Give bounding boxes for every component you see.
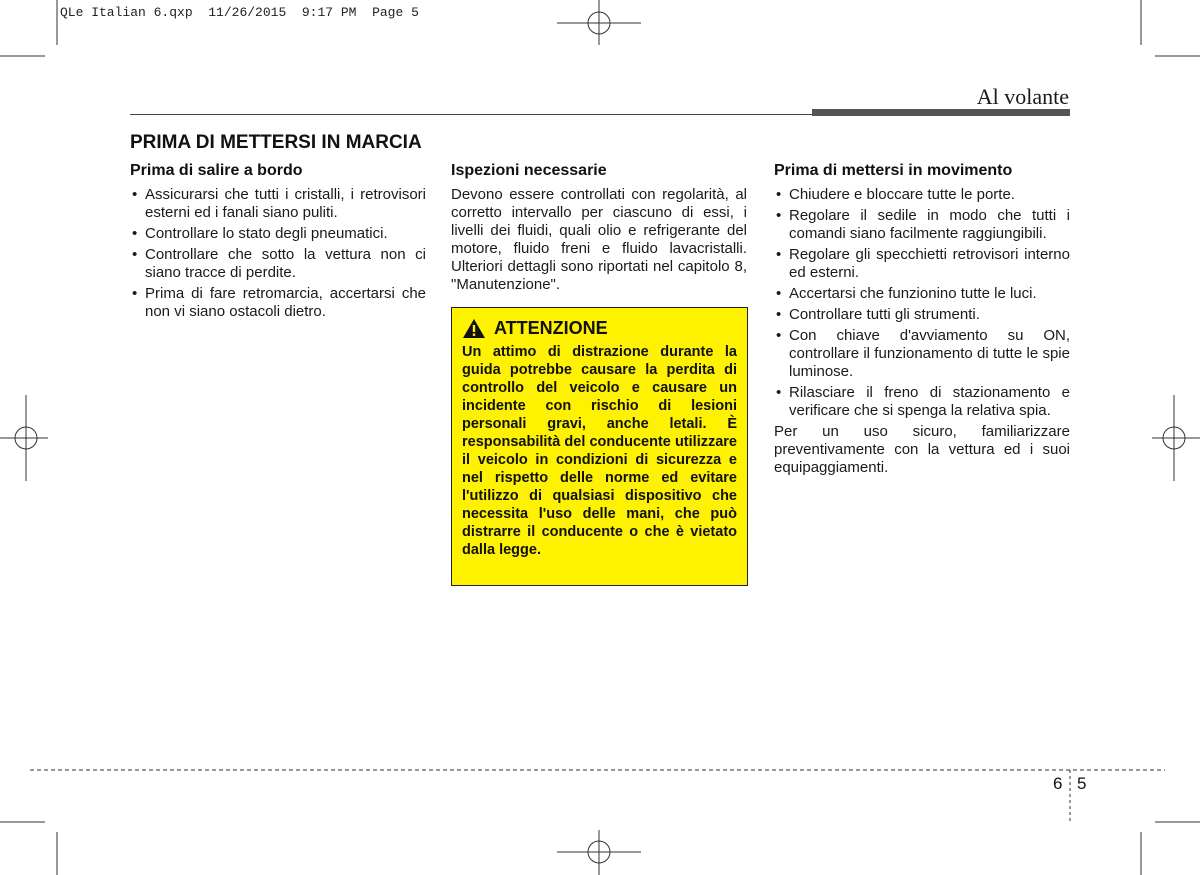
- list-item: • Regolare il sedile in modo che tutti i comandi siano facilmente raggiungibili.: [774, 207, 1070, 243]
- registration-target-bottom: [557, 830, 641, 875]
- slug-filename: QLe Italian 6.qxp: [60, 5, 193, 20]
- section-header: Al volante: [976, 84, 1069, 109]
- warning-title: ATTENZIONE: [494, 318, 608, 338]
- list-item: • Assicurarsi che tutti i cristalli, i retrovisori esterni ed i fanali siano puliti.: [130, 186, 426, 222]
- list-item: • Rilasciare il freno di stazionamento e verificare che si spenga la relativa spia.: [774, 384, 1070, 420]
- warning-header: [462, 318, 737, 339]
- warning-text: Un attimo di distrazione durante la guida potrebbe causare la perdita di controllo del veicolo e causare un incidente con rischio di lesioni personali gravi, anche letali. È responsabilità del conducente utilizzare il veicolo in condizioni di sicurezza e nel rispetto delle norme ed evitare l'utilizzo di qualsiasi dispositivo che necessita l'uso delle mani, che può distrarre il conducente o che è vietato dalla legge.: [462, 344, 737, 558]
- list-item: • Chiudere e bloccare tutte le porte.: [774, 186, 1070, 204]
- list-item: • Controllare lo stato degli pneumatici.: [130, 225, 426, 243]
- list-item: • Con chiave d'avviamento su ON, controllare il funzionamento di tutte le spie luminose.: [774, 327, 1070, 381]
- warning-triangle-icon: [462, 318, 486, 339]
- list-item: • Regolare gli specchietti retrovisori interno ed esterni.: [774, 246, 1070, 282]
- checklist: [774, 186, 1070, 420]
- slug-date: 11/26/2015: [208, 5, 287, 20]
- warning-box: [451, 307, 748, 586]
- paragraph: Devono essere controllati con regolarità, al corretto intervallo per ciascuno di essi, i livelli dei fluidi, quali olio e refrigerante del motore, fluido freni e fluido lavacristalli. Ulteriori dettagli sono riportati nel capitolo 8, "Manutenzione".: [451, 186, 747, 293]
- column-before-moving: [774, 162, 1070, 477]
- closing-paragraph: Per un uso sicuro, familiarizzare preventivamente con la vettura ed i suoi equipaggiamenti.: [774, 423, 1070, 476]
- list-item: • Prima di fare retromarcia, accertarsi che non vi siano ostacoli dietro.: [130, 285, 426, 321]
- registration-target-top: [557, 0, 641, 45]
- column-heading: Prima di mettersi in movimento: [774, 162, 1013, 179]
- slug-time: 9:17 PM: [301, 5, 357, 20]
- page-number: 5: [1077, 774, 1087, 793]
- slug-page-label: Page 5: [372, 5, 419, 20]
- registration-target-left: [0, 395, 48, 481]
- header-rule-bar: [812, 109, 1070, 116]
- registration-target-right: [1152, 395, 1200, 481]
- column-heading: Prima di salire a bordo: [130, 162, 303, 179]
- column-inspections: [451, 162, 747, 294]
- list-item: • Accertarsi che funzionino tutte le luci.: [774, 285, 1070, 303]
- list-item: • Controllare tutti gli strumenti.: [774, 306, 1070, 324]
- list-item: • Controllare che sotto la vettura non ci siano tracce di perdite.: [130, 246, 426, 282]
- header-rule: [130, 114, 812, 115]
- checklist: [130, 186, 426, 321]
- column-heading: Ispezioni necessarie: [451, 162, 607, 179]
- column-before-boarding: [130, 162, 426, 324]
- chapter-number: 6: [1053, 774, 1063, 793]
- page-title: PRIMA DI METTERSI IN MARCIA: [130, 132, 422, 153]
